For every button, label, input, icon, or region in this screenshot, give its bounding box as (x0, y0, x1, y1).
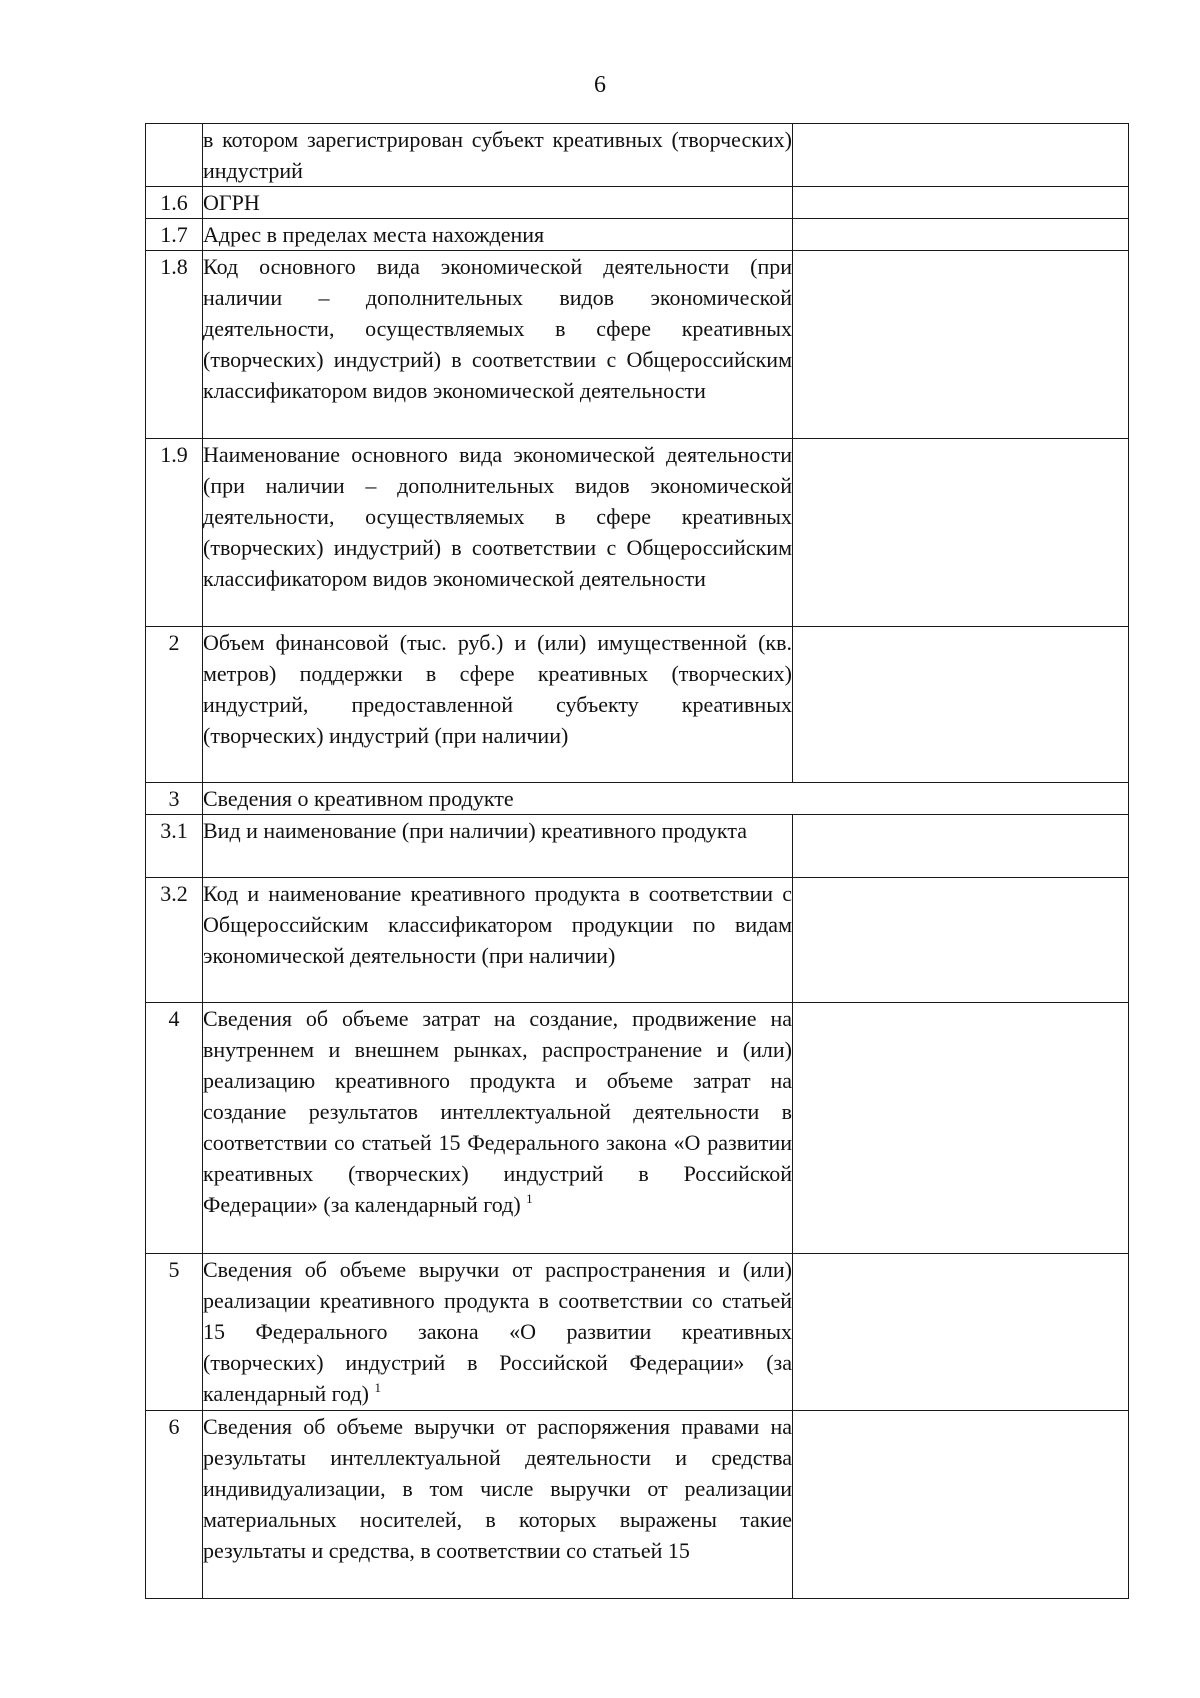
row-description: Адрес в пределах места нахождения (203, 219, 793, 251)
row-value-cell[interactable] (793, 1003, 1129, 1254)
row-description: Объем финансовой (тыс. руб.) и (или) имущественной (кв. метров) поддержки в сфере креативных (творческих) индустрий, предоставленной субъекту креативных (творческих) индустрий (при наличии) (203, 627, 793, 783)
table-row (146, 815, 1129, 878)
row-number: 1.7 (146, 219, 203, 251)
row-description (203, 1254, 793, 1411)
section-heading: Сведения о креативном продукте (203, 783, 1129, 815)
footnote-marker: 1 (526, 1191, 533, 1206)
row-number: 1.8 (146, 251, 203, 439)
table-row (146, 187, 1129, 219)
table-row (146, 124, 1129, 187)
row-description (203, 1003, 793, 1254)
form-table (145, 123, 1129, 1599)
row-value-cell[interactable] (793, 219, 1129, 251)
row-description: Сведения об объеме выручки от распоряжения правами на результаты интеллектуальной деятельности и средства индивидуализации, в том числе выручки от реализации материальных носителей, в которых выражены такие результаты и средства, в соответствии со статьей 15 (203, 1411, 793, 1599)
page-number: 6 (594, 72, 606, 98)
table-row (146, 219, 1129, 251)
row-number: 3 (146, 783, 203, 815)
row-number: 4 (146, 1003, 203, 1254)
row-number: 2 (146, 627, 203, 783)
row-number: 3.1 (146, 815, 203, 878)
table-row (146, 878, 1129, 1003)
row-value-cell[interactable] (793, 878, 1129, 1003)
table-row (146, 439, 1129, 627)
table-row (146, 627, 1129, 783)
table-row (146, 1411, 1129, 1599)
row-value-cell[interactable] (793, 1411, 1129, 1599)
row-number: 1.6 (146, 187, 203, 219)
row-value-cell[interactable] (793, 124, 1129, 187)
row-description-text: Сведения об объеме выручки от распространения и (или) реализации креативного продукта в соответствии со статьей 15 Федерального закона «О развитии креативных (творческих) индустрий в Российской Федерации» (за календарный год) (203, 1257, 792, 1406)
row-number: 3.2 (146, 878, 203, 1003)
row-description: в котором зарегистрирован субъект креативных (творческих) индустрий (203, 124, 793, 187)
row-description: Вид и наименование (при наличии) креативного продукта (203, 815, 793, 878)
table-row (146, 783, 1129, 815)
row-description-text: Сведения об объеме затрат на создание, продвижение на внутреннем и внешнем рынках, распространение и (или) реализацию креативного продукта и объеме затрат на создание результатов интеллектуальной деятельности в соответствии со статьей 15 Федерального закона «О развитии креативных (творческих) индустрий в Российской Федерации» (за календарный год) (203, 1006, 792, 1217)
row-description: Наименование основного вида экономической деятельности (при наличии – дополнительных видов экономической деятельности, осуществляемых в сфере креативных (творческих) индустрий) в соответствии с Общероссийским классификатором видов экономической деятельности (203, 439, 793, 627)
row-value-cell[interactable] (793, 627, 1129, 783)
row-description: Код основного вида экономической деятельности (при наличии – дополнительных видов экономической деятельности, осуществляемых в сфере креативных (творческих) индустрий) в соответствии с Общероссийским классификатором видов экономической деятельности (203, 251, 793, 439)
table-row (146, 251, 1129, 439)
row-description: Код и наименование креативного продукта в соответствии с Общероссийским классификатором продукции по видам экономической деятельности (при наличии) (203, 878, 793, 1003)
footnote-marker: 1 (374, 1380, 381, 1395)
row-value-cell[interactable] (793, 439, 1129, 627)
row-number: 1.9 (146, 439, 203, 627)
row-value-cell[interactable] (793, 187, 1129, 219)
row-description: ОГРН (203, 187, 793, 219)
table-row (146, 1254, 1129, 1411)
row-value-cell[interactable] (793, 251, 1129, 439)
row-value-cell[interactable] (793, 1254, 1129, 1411)
row-number: 5 (146, 1254, 203, 1411)
row-number (146, 124, 203, 187)
table-row (146, 1003, 1129, 1254)
row-value-cell[interactable] (793, 815, 1129, 878)
row-number: 6 (146, 1411, 203, 1599)
